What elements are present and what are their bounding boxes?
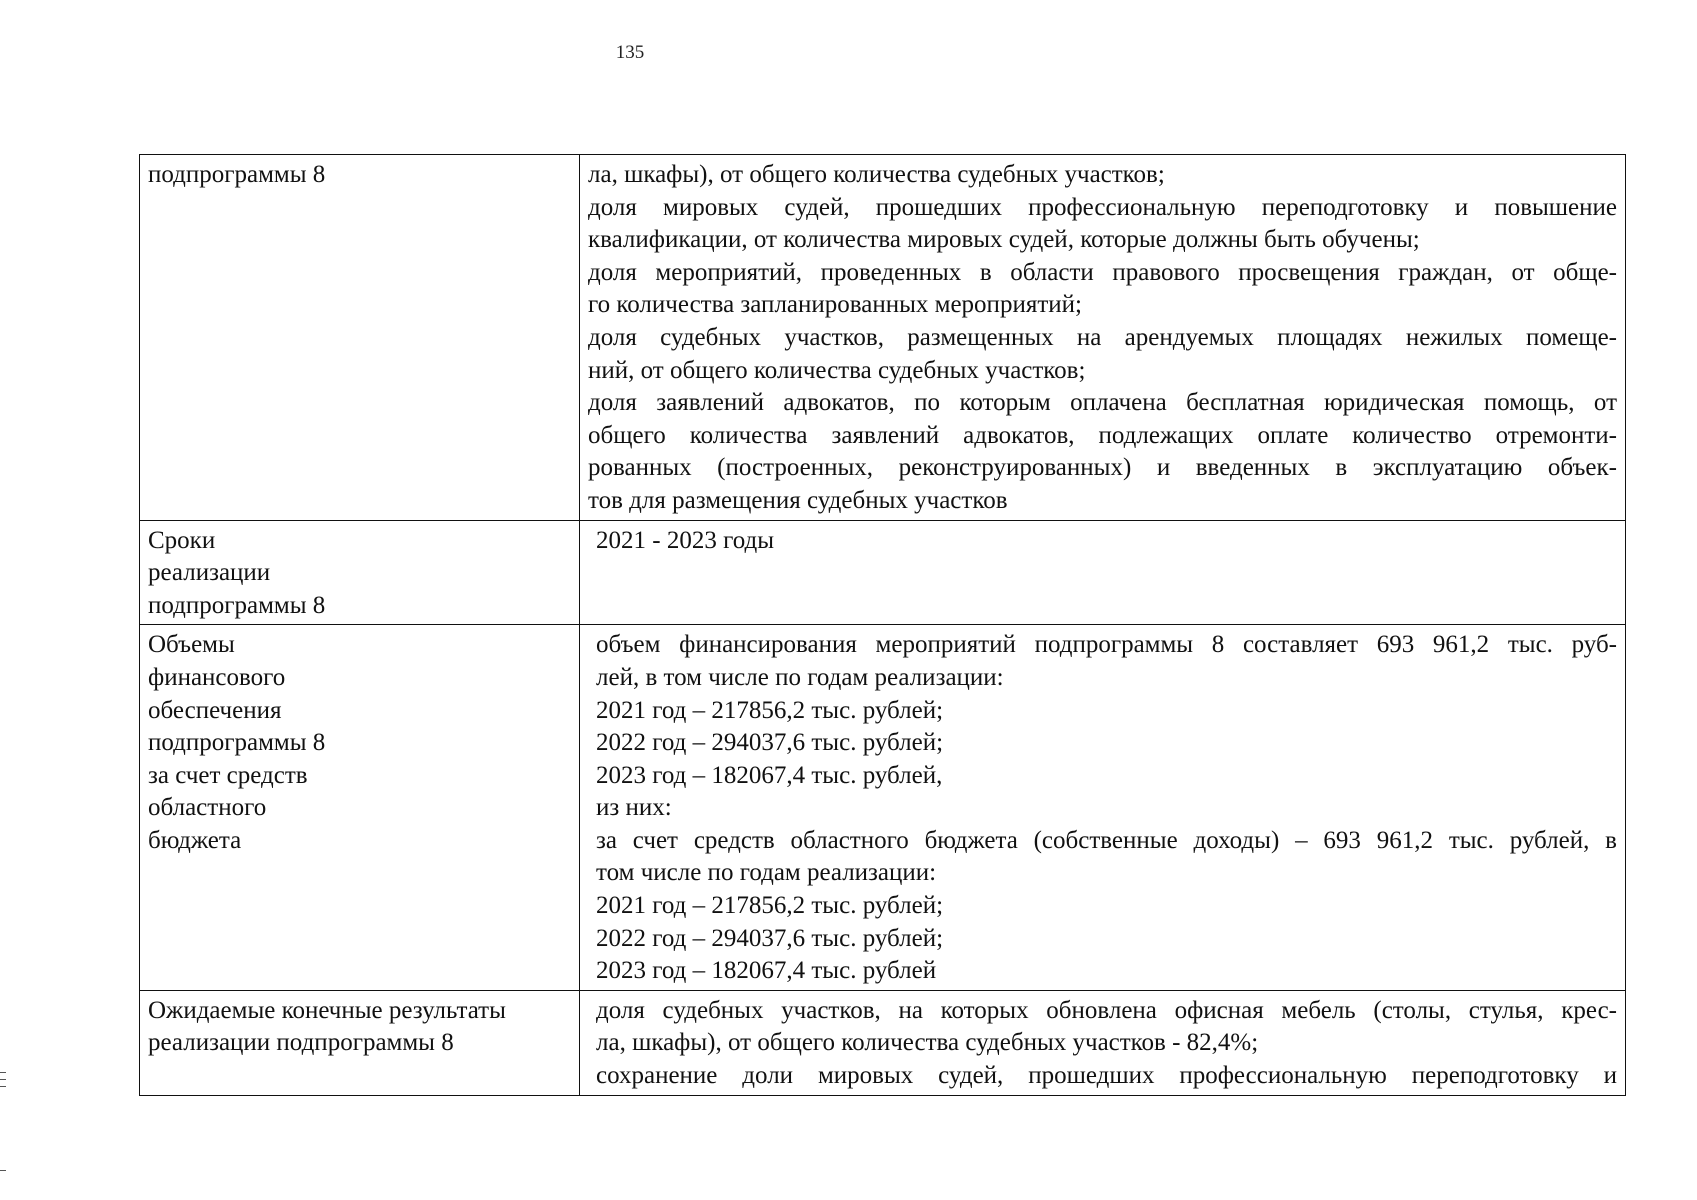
scan-edge-mark bbox=[0, 1086, 6, 1087]
label-line: областного bbox=[148, 794, 267, 822]
label-line: Ожидаемые конечные результаты bbox=[148, 996, 506, 1024]
label-cell-period bbox=[140, 520, 580, 625]
label-line: обеспечения bbox=[148, 696, 282, 724]
content-line: 2021 год – 217856,2 тыс. рублей; bbox=[596, 696, 944, 724]
label-line: подпрограммы 8 bbox=[148, 161, 326, 188]
content-cell-period bbox=[580, 520, 1626, 625]
scan-edge-mark bbox=[0, 1079, 6, 1080]
content-line: доля судебных участков, размещенных на арендуемых площадях нежилых помеще- bbox=[588, 323, 1617, 351]
label-line: подпрограммы 8 bbox=[148, 729, 326, 757]
content-line: ла, шкафы), от общего количества судебных участков; bbox=[588, 161, 1165, 188]
content-cell-financing bbox=[580, 625, 1626, 991]
content-line: общего количества заявлений адвокатов, подлежащих оплате количество отремонти- bbox=[588, 421, 1617, 449]
content-line: объем финансирования мероприятий подпрограммы 8 составляет 693 961,2 тыс. руб- bbox=[596, 631, 1617, 659]
page-number: 135 bbox=[615, 42, 645, 63]
content-line: тов для размещения судебных участков bbox=[588, 486, 1008, 514]
label-cell-expected-results bbox=[140, 990, 580, 1095]
label-line: подпрограммы 8 bbox=[148, 591, 326, 619]
content-line: доля мероприятий, проведенных в области правового просвещения граждан, от обще- bbox=[588, 258, 1617, 286]
label-cell-financing bbox=[140, 625, 580, 991]
subprogram-passport-table bbox=[139, 154, 1626, 1096]
content-line: 2023 год – 182067,4 тыс. рублей bbox=[596, 957, 937, 985]
content-line: 2023 год – 182067,4 тыс. рублей, bbox=[596, 761, 943, 789]
content-line: 2022 год – 294037,6 тыс. рублей; bbox=[596, 924, 944, 952]
content-line: из них: bbox=[596, 794, 672, 822]
label-line: бюджета bbox=[148, 826, 242, 854]
content-line: том числе по годам реализации: bbox=[596, 859, 937, 887]
content-line: доля заявлений адвокатов, по которым оплачена бесплатная юридическая помощь, от bbox=[588, 389, 1617, 417]
table-row-expected-results bbox=[140, 990, 1626, 1095]
content-line: ний, от общего количества судебных участков; bbox=[588, 356, 1086, 384]
content-line: доля судебных участков, на которых обновлена офисная мебель (столы, стулья, крес- bbox=[596, 996, 1617, 1024]
table-row-financing bbox=[140, 625, 1626, 991]
label-line: реализации bbox=[148, 559, 271, 587]
content-line: квалификации, от количества мировых судей, которые должны быть обучены; bbox=[588, 226, 1420, 254]
content-cell-indicators bbox=[580, 155, 1626, 521]
content-line: 2021 - 2023 годы bbox=[596, 526, 775, 554]
scan-edge-mark bbox=[0, 1170, 6, 1171]
label-cell-indicators bbox=[140, 155, 580, 521]
content-line: сохранение доли мировых судей, прошедших профессиональную переподготовку и bbox=[596, 1062, 1617, 1090]
content-line: го количества запланированных мероприятий; bbox=[588, 291, 1082, 319]
label-line: финансового bbox=[148, 663, 286, 691]
label-line: Объемы bbox=[148, 631, 235, 659]
label-line: реализации подпрограммы 8 bbox=[148, 1029, 454, 1057]
content-line: за счет средств областного бюджета (собственные доходы) – 693 961,2 тыс. рублей, в bbox=[596, 826, 1617, 854]
content-line: рованных (построенных, реконструированных) и введенных в эксплуатацию объек- bbox=[588, 454, 1617, 482]
table-row-indicators bbox=[140, 155, 1626, 521]
content-cell-expected-results bbox=[580, 990, 1626, 1095]
scan-edge-mark bbox=[0, 1072, 6, 1073]
content-line: доля мировых судей, прошедших профессиональную переподготовку и повышение bbox=[588, 193, 1617, 221]
label-line: Сроки bbox=[148, 526, 216, 554]
content-line: ла, шкафы), от общего количества судебных участков - 82,4%; bbox=[596, 1029, 1259, 1057]
content-line: лей, в том числе по годам реализации: bbox=[596, 663, 1004, 691]
content-line: 2022 год – 294037,6 тыс. рублей; bbox=[596, 729, 944, 757]
label-line: за счет средств bbox=[148, 761, 308, 789]
content-line: 2021 год – 217856,2 тыс. рублей; bbox=[596, 892, 944, 920]
table-row-period bbox=[140, 520, 1626, 625]
